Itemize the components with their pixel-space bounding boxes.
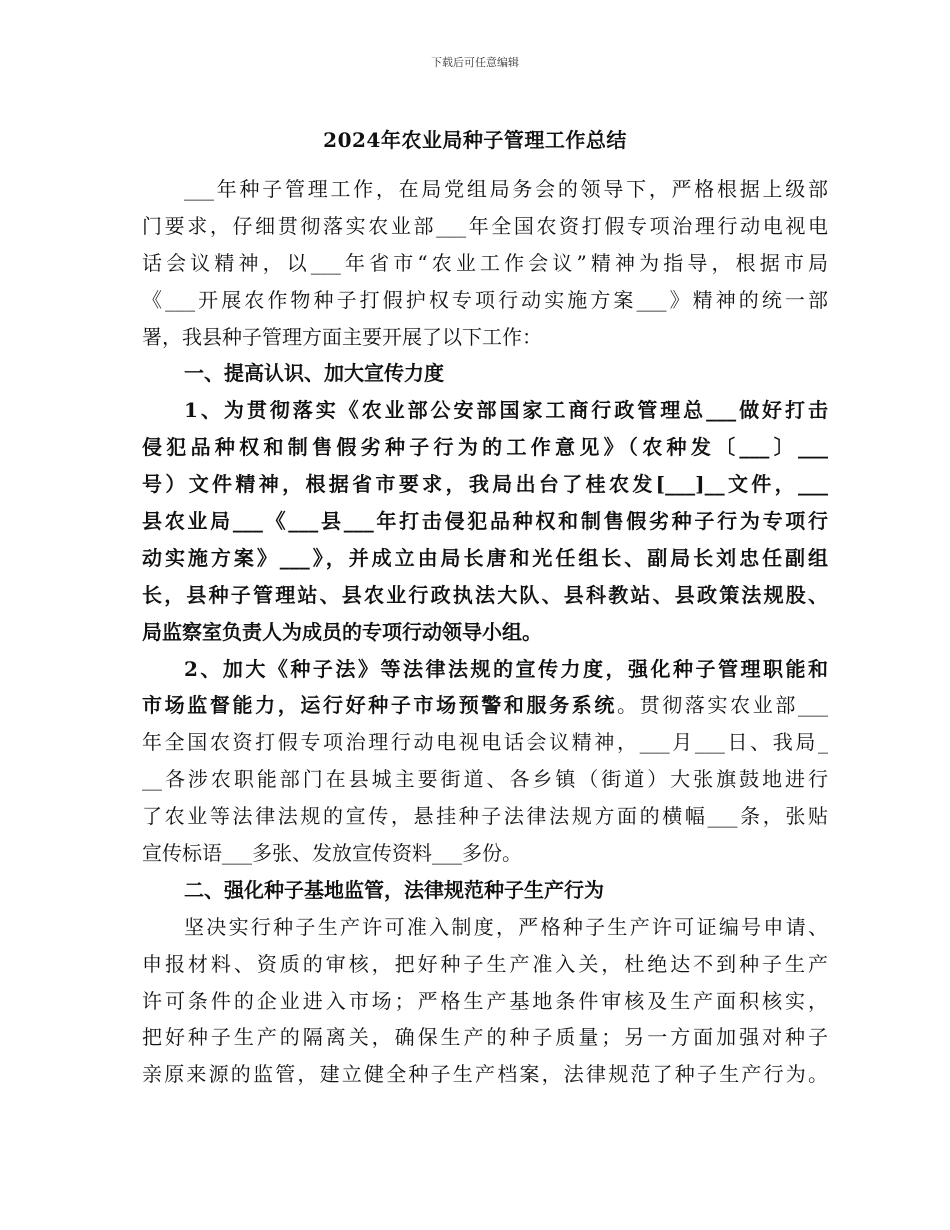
paragraph-line: 把好种子生产的隔离关，确保生产的种子质量；另一方面加强对种子 (142, 1025, 828, 1050)
paragraph-line: 申报材料、资质的审核，把好种子生产准入关，杜绝达不到种子生产 (142, 951, 828, 976)
paragraph-line: 许可条件的企业进入市场；严格生产基地条件审核及生产面积核实， (142, 988, 828, 1013)
paragraph-line: 《___开展农作物种子打假护权专项行动实施方案___》精神的统一部 (142, 287, 828, 312)
normal-run: 。贯彻落实农业部___ (617, 693, 828, 718)
paragraph-line (142, 687, 828, 724)
paragraph-line: 侵犯品种权和制售假劣种子行为的工作意见》（农种发〔___〕___ (142, 435, 828, 460)
paragraph-line: 1、为贯彻落实《农业部公安部国家工商行政管理总___做好打击 (184, 398, 828, 423)
paragraph-line: ___年种子管理工作，在局党组局务会的领导下，严格根据上级部 (184, 177, 828, 201)
paragraph-line: __各涉农职能部门在县城主要街道、各乡镇（街道）大张旗鼓地进行 (142, 767, 828, 792)
paragraph-line: 年全国农资打假专项治理行动电视电话会议精神，___月___日、我局_ (142, 730, 828, 755)
paragraph-line: 话会议精神，以___年省市“农业工作会议”精神为指导，根据市局 (142, 250, 828, 275)
section-heading: 二、强化种子基地监管，法律规范种子生产行为 (184, 877, 604, 902)
paragraph-line: 坚决实行种子生产许可准入制度，严格种子生产许可证编号申请、 (184, 914, 828, 939)
document-title: 2024年农业局种子管理工作总结 (323, 128, 627, 152)
paragraph-line: 2、加大《种子法》等法律法规的宣传力度，强化种子管理职能和 (184, 656, 828, 681)
bold-run: 市场监督能力，运行好种子市场预警和服务系统 (142, 693, 618, 718)
paragraph-line: 动实施方案》___》，并成立由局长唐和光任组长、副局长刘忠任副组 (142, 545, 828, 570)
page-header: 下载后可任意编辑 (431, 56, 519, 69)
section-heading: 一、提高认识、加大宣传力度 (184, 361, 444, 386)
paragraph-line: 亲原来源的监管，建立健全种子生产档案，法律规范了种子生产行为。 (142, 1062, 828, 1087)
paragraph-line: 门要求，仔细贯彻落实农业部___年全国农资打假专项治理行动电视电 (142, 213, 828, 238)
paragraph-line: 署，我县种子管理方面主要开展了以下工作： (142, 324, 542, 349)
paragraph-line: 长，县种子管理站、县农业行政执法大队、县科教站、县政策法规股、 (142, 582, 828, 607)
paragraph-line: 号）文件精神，根据省市要求，我局出台了桂农发[___]__文件，___ (142, 472, 828, 497)
paragraph-line: 了农业等法律法规的宣传，悬挂种子法律法规方面的横幅___条，张贴 (142, 804, 828, 829)
paragraph-line: 县农业局___《___县___年打击侵犯品种权和制售假劣种子行为专项行 (142, 509, 828, 534)
paragraph-line: 宣传标语___多张、发放宣传资料___多份。 (142, 841, 522, 866)
document-body (142, 171, 828, 1093)
paragraph-line: 局监察室负责人为成员的专项行动领导小组。 (142, 619, 542, 644)
